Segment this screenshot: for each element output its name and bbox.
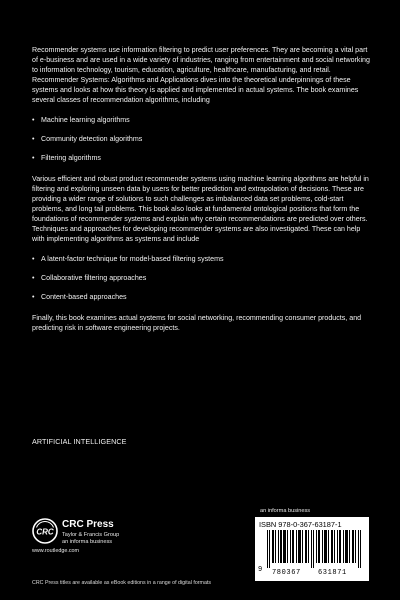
- list-item: • A latent-factor technique for model-based filtering systems: [32, 254, 372, 264]
- crc-press-logo-icon: [32, 518, 58, 544]
- barcode-lead-digit: 9: [258, 566, 263, 574]
- list-item: • Community detection algorithms: [32, 134, 372, 144]
- list-item: • Content-based approaches: [32, 292, 372, 302]
- crc-logo-text: CRC: [36, 527, 54, 537]
- final-paragraph: Finally, this book examines actual systems for social networking, recommending consumer products, and predicting risk in software engineering projects.: [32, 313, 362, 332]
- list-item: • Filtering algorithms: [32, 153, 372, 163]
- algorithm-list: [32, 115, 372, 163]
- isbn-barcode: [255, 517, 369, 581]
- publisher-block: [32, 518, 202, 568]
- publisher-business: an informa business: [62, 539, 113, 545]
- informa-tagline: an informa business: [260, 508, 311, 514]
- second-paragraph: Various efficient and robust product recommender systems using machine learning algorithms are helpful in filtering and exploring unseen data by users for better prediction and extrapolation of decisions. These are providing a wider range of solutions to such challenges as imbalanced data set problems, cold-start problems, and long tail problems. This book also looks at fundamental ontological positions that form the foundations of recommender systems and explain why certain recommendations are predicted over others. Techniques and approaches for developing recommender systems are also investigated. These can help with implementing algorithms as systems and include: [32, 174, 369, 244]
- publisher-group: Taylor & Francis Group: [62, 532, 120, 538]
- barcode-bars: [267, 530, 363, 568]
- ebook-note: CRC Press titles are available as eBook editions in a range of digital formats: [32, 580, 212, 586]
- isbn-label: ISBN 978-0-367-63187-1: [259, 520, 342, 529]
- intro-paragraph: Recommender systems use information filtering to predict user preferences. They are becoming a vital part of e-business and are used in a wide variety of industries, ranging from entertainment and social networking to information technology, tourism, education, agriculture, healthcare, manufacturing, and retail. Recommender Systems: Algorithms and Applications dives into the theoretical underpinnings of these systems and looks at how this theory is applied and implemented in actual systems. The book examines several classes of recommendation algorithms, including: [32, 46, 370, 105]
- list-item: • Machine learning algorithms: [32, 115, 372, 125]
- publisher-url: www.routledge.com: [32, 548, 80, 554]
- subject-category: ARTIFICIAL INTELLIGENCE: [32, 437, 127, 446]
- list-item: • Collaborative filtering approaches: [32, 273, 372, 283]
- approach-list: [32, 254, 372, 302]
- barcode-left-digits: 780367: [272, 569, 301, 577]
- publisher-name: CRC Press: [62, 519, 114, 530]
- barcode-right-digits: 631871: [318, 569, 347, 577]
- cover-description: [32, 45, 372, 342]
